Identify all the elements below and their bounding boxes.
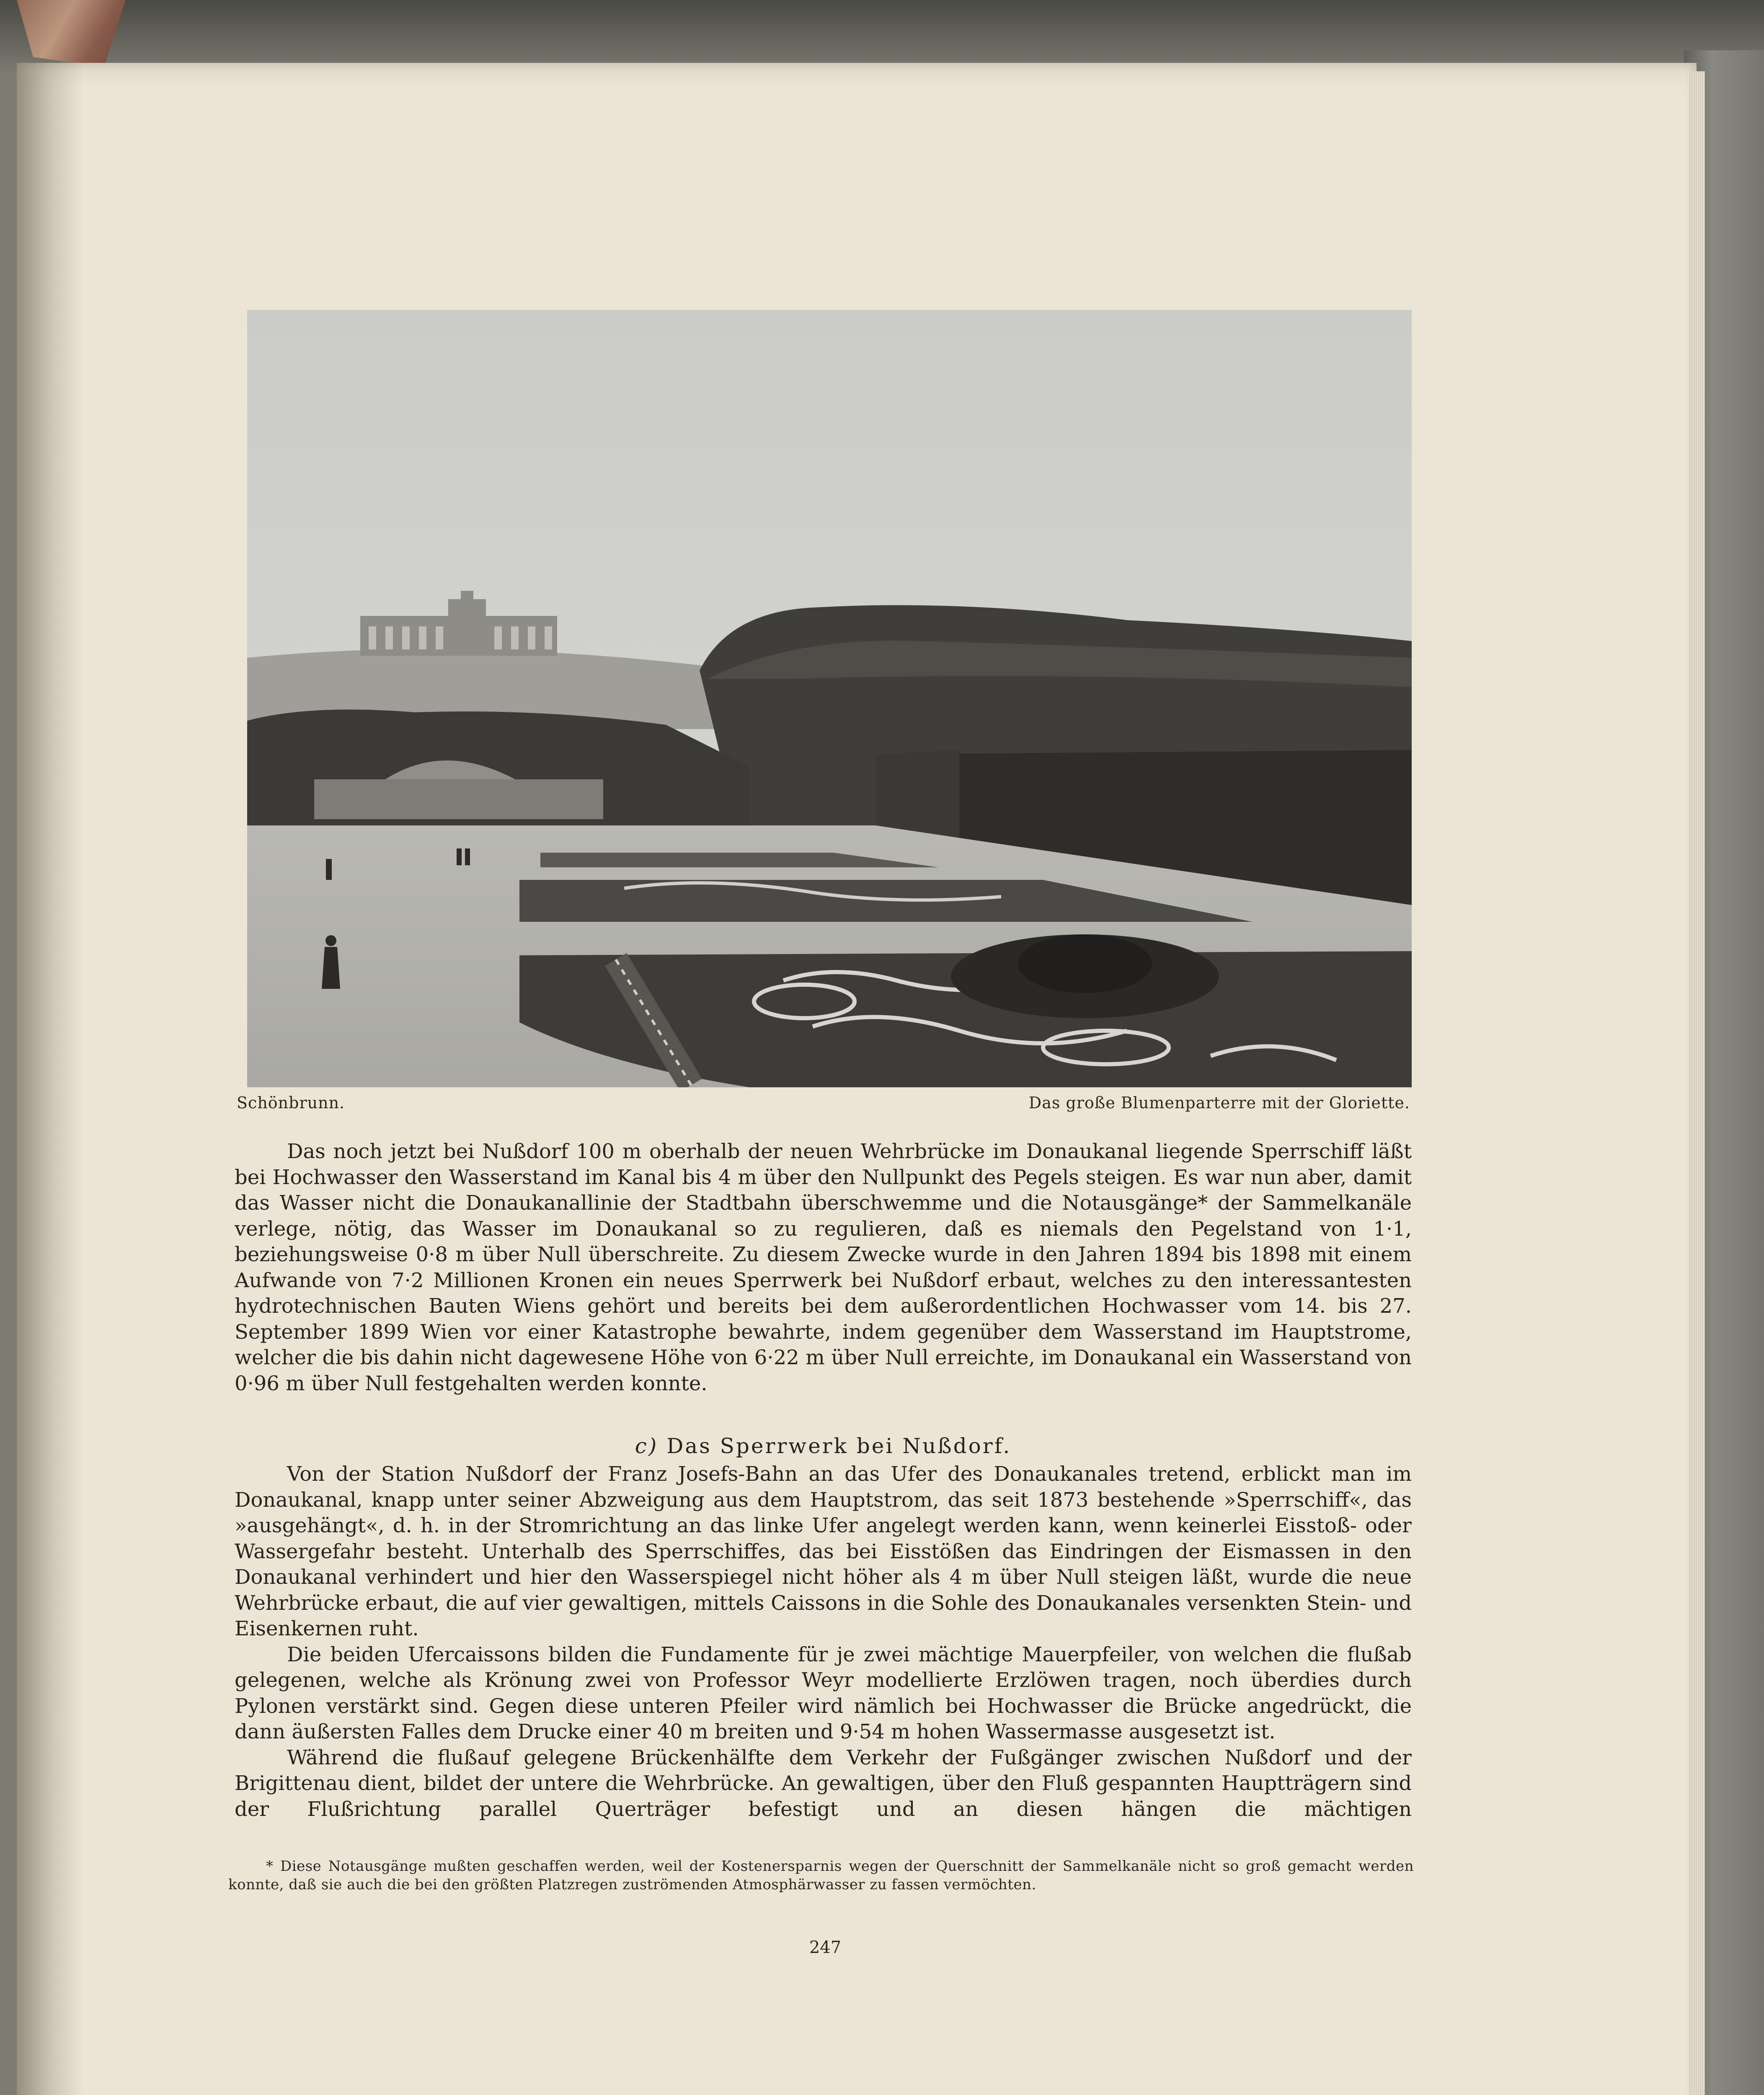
photo-caption-location: Schönbrunn. [237, 1094, 345, 1112]
book-cover-top [0, 0, 1764, 71]
photo-caption-title: Das große Blumenparterre mit der Gloriette. [1028, 1094, 1410, 1112]
section-title: Das Sperrwerk bei Nußdorf. [666, 1434, 1012, 1458]
section-letter: c) [635, 1434, 659, 1458]
footnote-text: * Diese Notausgänge mußten geschaffen werden, weil der Kostenersparnis wegen der Querschnitt der Sammelkanäle nicht so groß gemacht werden konnte, daß sie auch die bei den größten Platzregen zuströmenden Atmosphärwasser zu fassen vermöchten. [228, 1858, 1414, 1893]
paragraph: Von der Station Nußdorf der Franz Josefs-Bahn an das Ufer des Donaukanales tretend, erblickt man im Donaukanal, knapp unter seiner Abzweigung aus dem Hauptstrom, das seit 1873 bestehende »Sperrschiff«, das »ausgehängt«, d. h. in der Stromrichtung an das linke Ufer angelegt werden kann, wenn keinerlei Eisstoß- oder Wassergefahr besteht. Unterhalb des Sperrschiffes, das bei Eisstößen das Eindringen der Eismassen in den Donaukanal verhindert und hier den Wasserspiegel nicht höher als 4 m über Null steigen läßt, wurde die neue Wehrbrücke erbaut, die auf vier gewaltigen, mittels Caissons in die Sohle des Donaukanales versenkten Stein- und Eisenkernen ruht. [235, 1462, 1412, 1640]
page-number: 247 [809, 1938, 842, 1957]
section-heading [235, 1434, 1412, 1458]
photograph-schoenbrunn [247, 310, 1412, 1087]
paragraph: Die beiden Ufercaissons bilden die Fundamente für je zwei mächtige Mauerpfeiler, von welchen die flußab gelegenen, welche als Krönung zwei von Professor Weyr modellierte Erzlöwen tragen, noch überdies durch Pylonen verstärkt sind. Gegen diese unteren Pfeiler wird nämlich bei Hochwasser die Brücke angedrückt, die dann äußersten Falles dem Drucke einer 40 m breiten und 9·54 m hohen Wassermasse ausgesetzt ist. [235, 1642, 1412, 1743]
photograph-image [247, 310, 1412, 1087]
section-text-block [235, 1461, 1412, 1822]
gutter-shadow [17, 63, 84, 2095]
page-edges [1688, 71, 1705, 2095]
footnote [228, 1857, 1414, 1894]
intro-text-block [235, 1139, 1412, 1397]
paragraph: Das noch jetzt bei Nußdorf 100 m oberhalb der neuen Wehrbrücke im Donaukanal liegende Sperrschiff läßt bei Hochwasser den Wasserstand im Kanal bis 4 m über den Nullpunkt des Pegels steigen. Es war nun aber, damit das Wasser nicht die Donaukanallinie der Stadtbahn überschwemme und die Notausgänge* der Sammelkanäle verlege, nötig, das Wasser im Donaukanal so zu regulieren, daß es niemals den Pegelstand von 1·1, beziehungsweise 0·8 m über Null überschreite. Zu diesem Zwecke wurde in den Jahren 1894 bis 1898 mit einem Aufwande von 7·2 Millionen Kronen ein neues Sperrwerk bei Nußdorf erbaut, welches zu den interessantesten hydrotechnischen Bauten Wiens gehört und bereits bei dem außerordentlichen Hochwasser vom 14. bis 27. September 1899 Wien vor einer Katastrophe bewahrte, indem gegenüber dem Wasserstand im Hauptstrome, welcher die bis dahin nicht dagewesene Höhe von 6·22 m über Null erreichte, im Donaukanal ein Wasserstand von 0·96 m über Null festgehalten werden konnte. [235, 1140, 1412, 1395]
paragraph: Während die flußauf gelegene Brückenhälfte dem Verkehr der Fußgänger zwischen Nußdorf und der Brigittenau dient, bildet der untere die Wehrbrücke. An gewaltigen, über den Fluß gespannten Hauptträgern sind der Flußrichtung parallel Querträger befestigt und an diesen hängen die mächtigen [235, 1746, 1412, 1821]
